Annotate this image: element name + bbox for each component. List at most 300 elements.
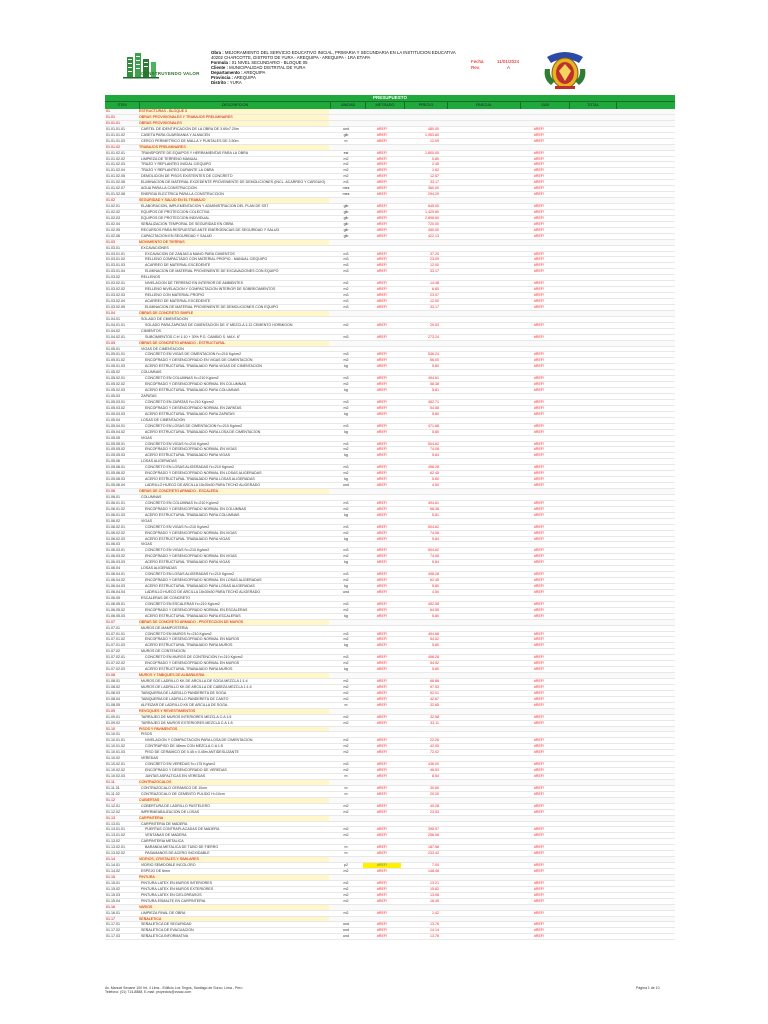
row-price: 256.08 bbox=[428, 833, 439, 838]
row-total bbox=[563, 109, 609, 114]
row-unit: m3 bbox=[343, 180, 349, 185]
cliente-label: Cliente : bbox=[211, 65, 228, 70]
row-unit bbox=[329, 780, 363, 785]
row-subtotal bbox=[515, 816, 563, 821]
row-item: 01.15 bbox=[106, 874, 115, 879]
row-subtotal: #REF! bbox=[533, 192, 545, 197]
row-metrado: #REF! bbox=[376, 257, 388, 262]
row-unit: m2 bbox=[343, 471, 349, 476]
row-unit: m2 bbox=[343, 506, 349, 511]
row-price: 56.00 bbox=[430, 358, 439, 363]
row-price bbox=[401, 709, 443, 714]
row-unit: m3 bbox=[343, 631, 349, 636]
row-item: 01.13.02.02 bbox=[106, 851, 125, 856]
row-unit: m2 bbox=[343, 174, 349, 179]
row-item: 01.10.01.03 bbox=[106, 750, 125, 755]
row-total bbox=[563, 584, 609, 589]
row-total bbox=[563, 341, 609, 346]
cliente-value: MUNICIPALIDAD DISTRITAL DE YURA bbox=[229, 65, 306, 70]
row-item: 01.05.05 bbox=[106, 435, 120, 440]
row-description: PINTURA bbox=[139, 875, 329, 880]
row-item: 01.04.01 bbox=[106, 316, 120, 321]
row-metrado: #REF! bbox=[376, 334, 388, 339]
row-unit: m bbox=[344, 845, 348, 850]
row-total bbox=[563, 632, 609, 637]
row-item: 01.03.01 bbox=[106, 245, 120, 250]
row-total bbox=[563, 442, 609, 447]
row-total bbox=[563, 459, 609, 464]
row-subtotal: #REF! bbox=[533, 423, 545, 428]
row-total bbox=[563, 453, 609, 458]
row-subtotal: #REF! bbox=[533, 702, 545, 707]
row-parcial bbox=[443, 542, 515, 547]
row-metrado: #REF! bbox=[376, 180, 388, 185]
row-price: 14.14 bbox=[430, 928, 439, 933]
row-item: 01.01.02.01 bbox=[106, 150, 125, 155]
row-subtotal: #REF! bbox=[533, 851, 545, 856]
row-total bbox=[563, 727, 609, 732]
row-unit: m2 bbox=[343, 661, 349, 666]
row-parcial bbox=[443, 109, 515, 114]
row-total bbox=[563, 436, 609, 441]
row-metrado: #REF! bbox=[376, 572, 388, 577]
row-unit: m2 bbox=[343, 554, 349, 559]
row-description: SEÑALETICA bbox=[139, 917, 329, 922]
row-price: 5.80 bbox=[432, 477, 439, 482]
row-item: 01.07.02.03 bbox=[106, 667, 125, 672]
row-total bbox=[563, 204, 609, 209]
row-unit: m3 bbox=[343, 524, 349, 529]
row-metrado: #REF! bbox=[376, 441, 388, 446]
row-item: 01.03.02.01 bbox=[106, 281, 125, 286]
row-unit: m2 bbox=[343, 910, 349, 915]
row-item: 01.06.01.02 bbox=[106, 506, 125, 511]
row-price bbox=[401, 317, 443, 322]
row-subtotal bbox=[515, 798, 563, 803]
row-item: 01.01.02.07 bbox=[106, 186, 125, 191]
row-metrado: #REF! bbox=[376, 483, 388, 488]
row-parcial bbox=[443, 554, 515, 559]
row-parcial bbox=[443, 774, 515, 779]
row-unit: glb bbox=[343, 209, 349, 214]
row-parcial bbox=[443, 578, 515, 583]
row-subtotal: #REF! bbox=[533, 465, 545, 470]
row-total bbox=[563, 275, 609, 280]
row-price: 37.20 bbox=[430, 251, 439, 256]
row-metrado: #REF! bbox=[376, 744, 388, 749]
row-description: DEMOLICION DE PISOS EXISTENTES DE CONCRETO bbox=[141, 174, 233, 179]
row-metrado bbox=[363, 370, 401, 375]
row-price: 42.05 bbox=[430, 744, 439, 749]
row-description: RELLENO CON MATERIAL PROPIO bbox=[145, 293, 205, 298]
row-description: ENCOFRADO Y DESENCOFRADO NORMAL EN LOSAS ALIGERADAS bbox=[145, 578, 262, 583]
row-subtotal: #REF! bbox=[533, 399, 545, 404]
row-parcial bbox=[443, 376, 515, 381]
row-total bbox=[563, 210, 609, 215]
row-total bbox=[563, 851, 609, 856]
row-metrado bbox=[363, 347, 401, 352]
row-description: CONCRETO EN MUROS DE CONTENCION f'c=210 Kg/cm2 bbox=[145, 655, 243, 660]
row-parcial bbox=[443, 394, 515, 399]
row-item: 01.05.03.03 bbox=[106, 411, 125, 416]
row-subtotal: #REF! bbox=[533, 643, 545, 648]
row-item: 01.11 bbox=[106, 779, 115, 784]
row-price bbox=[401, 780, 443, 785]
formula-value: 01 NIVEL SECUNDARIO - BLOQUE 05 bbox=[231, 60, 308, 65]
row-metrado: #REF! bbox=[376, 453, 388, 458]
row-subtotal bbox=[515, 875, 563, 880]
row-unit: m2 bbox=[343, 637, 349, 642]
col-descripcion: DESCRIPCION bbox=[140, 102, 331, 109]
row-metrado: #REF! bbox=[376, 679, 388, 683]
row-total bbox=[563, 560, 609, 565]
row-item: 01.09.01 bbox=[106, 714, 120, 719]
row-total bbox=[563, 465, 609, 470]
row-metrado: #REF! bbox=[376, 506, 388, 511]
row-subtotal: #REF! bbox=[533, 293, 545, 298]
row-item: 01.04.01.01 bbox=[106, 322, 125, 327]
row-price: 494.61 bbox=[428, 376, 439, 381]
row-description: TRAZO Y REPLANTEO INICIAL C/EQUIPO bbox=[141, 162, 212, 167]
row-parcial bbox=[443, 275, 515, 280]
row-item: 01.10.02.03 bbox=[106, 774, 125, 778]
row-unit: m bbox=[344, 791, 348, 796]
row-parcial bbox=[443, 157, 515, 162]
row-total bbox=[563, 572, 609, 577]
row-parcial bbox=[443, 661, 515, 666]
row-subtotal bbox=[515, 115, 563, 120]
row-total bbox=[563, 406, 609, 411]
row-parcial bbox=[443, 519, 515, 524]
row-unit bbox=[329, 673, 363, 678]
row-price: 5.80 bbox=[432, 584, 439, 588]
row-item: 01.07.01.01 bbox=[106, 631, 125, 636]
row-description: PUERTAS CONTRAPLACADAS DE MADERA bbox=[145, 827, 220, 832]
row-total bbox=[563, 554, 609, 559]
row-item: 01.03.02.03 bbox=[106, 293, 125, 298]
row-item: 01.01.01.01 bbox=[106, 126, 125, 131]
row-subtotal bbox=[515, 317, 563, 322]
row-metrado bbox=[363, 596, 401, 601]
row-metrado bbox=[363, 145, 401, 150]
row-unit: m3 bbox=[343, 376, 349, 381]
row-description: LIMPIEZA DE TERRENO MANUAL bbox=[141, 156, 198, 161]
row-item: 01.05.06.04 bbox=[106, 483, 125, 488]
row-subtotal: #REF! bbox=[533, 512, 545, 517]
row-price: 4.50 bbox=[432, 589, 439, 594]
row-parcial bbox=[443, 323, 515, 328]
row-item: 01.11.01 bbox=[106, 785, 120, 790]
row-total bbox=[563, 655, 609, 660]
row-unit: und bbox=[343, 483, 349, 488]
row-total bbox=[563, 922, 609, 927]
row-item: 01.03.01.02 bbox=[106, 257, 125, 262]
row-subtotal: #REF! bbox=[533, 126, 545, 131]
row-metrado: #REF! bbox=[376, 768, 388, 773]
row-subtotal: #REF! bbox=[533, 554, 545, 559]
row-metrado: #REF! bbox=[376, 928, 388, 933]
row-price: 32.65 bbox=[430, 702, 439, 707]
row-metrado: #REF! bbox=[376, 221, 388, 226]
row-subtotal: #REF! bbox=[533, 506, 545, 511]
row-unit bbox=[329, 109, 363, 114]
row-item: 01.06.04.02 bbox=[106, 578, 125, 583]
row-unit bbox=[329, 495, 363, 500]
row-description: ENCOFRADO Y DESENCOFRADO NORMAL EN MUROS bbox=[145, 661, 240, 666]
row-subtotal: #REF! bbox=[533, 334, 545, 339]
row-item: 01.06.03 bbox=[106, 542, 120, 547]
row-item: 01.12.02 bbox=[106, 809, 120, 814]
row-parcial bbox=[443, 364, 515, 369]
row-metrado bbox=[363, 732, 401, 737]
row-unit: m2 bbox=[343, 530, 349, 535]
row-parcial bbox=[443, 465, 515, 470]
row-item: 01.01.02.03 bbox=[106, 162, 125, 167]
row-unit: m3 bbox=[343, 257, 349, 262]
row-total bbox=[563, 614, 609, 619]
row-subtotal bbox=[515, 436, 563, 441]
row-description: REVOQUES Y REVESTIMIENTOS bbox=[139, 709, 329, 714]
row-description: EXCAVACIONES bbox=[141, 245, 169, 250]
row-price: 422.13 bbox=[428, 233, 439, 238]
row-subtotal: #REF! bbox=[533, 227, 545, 232]
row-subtotal: #REF! bbox=[533, 530, 545, 535]
row-parcial bbox=[443, 436, 515, 441]
row-total bbox=[563, 430, 609, 435]
row-description: ESPEJO DE 6mm bbox=[141, 869, 171, 873]
row-unit bbox=[329, 709, 363, 714]
row-metrado: #REF! bbox=[376, 156, 388, 161]
row-item: 01.04.02.01 bbox=[106, 334, 125, 339]
row-total bbox=[563, 732, 609, 737]
row-parcial bbox=[443, 162, 515, 167]
row-subtotal bbox=[515, 542, 563, 547]
row-metrado bbox=[363, 566, 401, 571]
row-description: OBRAS PROVISIONALES bbox=[139, 121, 329, 126]
row-description: TABIQUERIA DE LADRILLO PANDERETA DE SOGA bbox=[141, 690, 227, 695]
municipal-seal-icon bbox=[541, 49, 589, 91]
row-parcial bbox=[443, 792, 515, 797]
row-metrado: #REF! bbox=[376, 809, 388, 814]
row-item: 01.17.02 bbox=[106, 928, 120, 933]
row-subtotal: #REF! bbox=[533, 269, 545, 274]
row-metrado: #REF! bbox=[376, 643, 388, 648]
row-subtotal: #REF! bbox=[533, 845, 545, 850]
row-metrado bbox=[363, 317, 401, 322]
row-item: 01.06.05 bbox=[106, 595, 120, 600]
row-parcial bbox=[443, 596, 515, 601]
row-total bbox=[563, 222, 609, 227]
footer-address: Av. Manuel Seoane 100 Int. 4 Lima - Edificio Los Tingos, Santiago de Surco, Lima - Peru bbox=[105, 986, 243, 990]
row-subtotal: #REF! bbox=[533, 863, 545, 868]
footer bbox=[105, 986, 242, 994]
row-unit: kg bbox=[344, 536, 348, 541]
rev-value: A bbox=[507, 65, 511, 70]
row-parcial bbox=[443, 406, 515, 411]
row-parcial bbox=[443, 115, 515, 120]
row-description: ACERO ESTRUCTURAL TRABAJADO PARA ZAPATAS bbox=[145, 411, 235, 416]
row-price: 2,898.60 bbox=[425, 215, 439, 220]
row-unit bbox=[329, 121, 363, 126]
row-price bbox=[401, 816, 443, 821]
row-unit bbox=[329, 436, 363, 441]
row-description: MOVIMIENTO DE TIERRAS bbox=[139, 240, 329, 245]
row-description: ENCOFRADO Y DESENCOFRADO NORMAL EN VIGAS bbox=[145, 447, 237, 452]
row-description: CONCRETO EN LOSAS ALIGERADAS f'c=210 Kg/cm2 bbox=[145, 572, 234, 577]
row-total bbox=[563, 816, 609, 821]
row-subtotal: #REF! bbox=[533, 132, 545, 137]
row-parcial bbox=[443, 905, 515, 910]
row-parcial bbox=[443, 180, 515, 185]
row-price: 498.28 bbox=[428, 465, 439, 470]
row-item: 01.16.01 bbox=[106, 910, 120, 915]
row-subtotal: #REF! bbox=[533, 162, 545, 167]
row-subtotal: #REF! bbox=[533, 631, 545, 636]
row-metrado: #REF! bbox=[376, 287, 388, 292]
row-item: 01.05.03.01 bbox=[106, 399, 125, 404]
row-item: 01.10.01.01 bbox=[106, 738, 125, 743]
row-subtotal bbox=[515, 394, 563, 399]
row-unit: m2 bbox=[343, 156, 349, 161]
row-price: 54.58 bbox=[430, 405, 439, 410]
row-metrado: #REF! bbox=[376, 655, 388, 660]
row-subtotal: #REF! bbox=[533, 898, 545, 903]
row-subtotal bbox=[515, 566, 563, 571]
row-unit: m bbox=[344, 851, 348, 856]
row-item: 01.13.01.01 bbox=[106, 827, 125, 832]
row-parcial bbox=[443, 602, 515, 607]
row-parcial bbox=[443, 649, 515, 654]
row-unit: m bbox=[344, 785, 348, 790]
row-metrado: #REF! bbox=[376, 833, 388, 838]
row-parcial bbox=[443, 358, 515, 363]
row-subtotal: #REF! bbox=[533, 441, 545, 446]
row-metrado: #REF! bbox=[376, 465, 388, 470]
row-metrado: #REF! bbox=[376, 322, 388, 327]
row-description: VIGAS DE CIMENTACION bbox=[141, 346, 184, 351]
row-unit: m2 bbox=[343, 607, 349, 612]
row-unit: m2 bbox=[343, 714, 349, 719]
row-price: 12.57 bbox=[430, 174, 439, 179]
row-price bbox=[401, 839, 443, 844]
row-parcial bbox=[443, 204, 515, 209]
row-parcial bbox=[443, 400, 515, 405]
row-parcial bbox=[443, 299, 515, 304]
row-metrado bbox=[363, 246, 401, 251]
row-total bbox=[563, 762, 609, 767]
row-subtotal bbox=[515, 311, 563, 316]
row-unit: und bbox=[343, 934, 349, 939]
row-unit: m3 bbox=[343, 399, 349, 404]
row-description: PINTURA LATEX EN MUROS EXTERIORES bbox=[141, 886, 214, 891]
row-subtotal bbox=[515, 145, 563, 150]
row-description: VARIOS bbox=[139, 905, 329, 910]
page-number: Página 1 de 10 bbox=[636, 986, 660, 990]
row-parcial bbox=[443, 222, 515, 227]
row-price bbox=[401, 620, 443, 625]
company-name: CONSTRUYENDO VALOR bbox=[141, 71, 200, 76]
row-unit: m2 bbox=[343, 768, 349, 773]
row-unit: m2 bbox=[343, 833, 349, 838]
row-price: 471.68 bbox=[428, 423, 439, 428]
row-item: 01.10.02.02 bbox=[106, 768, 125, 773]
row-metrado: #REF! bbox=[376, 524, 388, 529]
row-price: 536.24 bbox=[428, 352, 439, 357]
row-total bbox=[563, 382, 609, 387]
row-metrado: #REF! bbox=[376, 192, 388, 197]
row-metrado bbox=[363, 275, 401, 280]
row-total bbox=[563, 347, 609, 352]
row-metrado bbox=[363, 857, 401, 862]
row-subtotal bbox=[515, 620, 563, 625]
row-metrado: #REF! bbox=[376, 352, 388, 357]
row-subtotal: #REF! bbox=[533, 304, 545, 309]
row-unit: m2 bbox=[343, 358, 349, 363]
row-subtotal: #REF! bbox=[533, 560, 545, 565]
col-parcial: PARCIAL bbox=[448, 102, 521, 109]
row-item: 01.03.02.04 bbox=[106, 299, 125, 303]
row-total bbox=[563, 228, 609, 233]
row-metrado bbox=[363, 121, 401, 126]
row-total bbox=[563, 667, 609, 672]
row-description: EXCAVACION DE ZANJAS A MANO PARA CIMIENTOS bbox=[145, 251, 235, 256]
row-item: 01.01.01.03 bbox=[106, 138, 125, 143]
row-total bbox=[563, 287, 609, 292]
row-subtotal: #REF! bbox=[533, 684, 545, 689]
row-subtotal: #REF! bbox=[533, 453, 545, 458]
row-total bbox=[563, 151, 609, 156]
row-metrado: #REF! bbox=[376, 399, 388, 404]
row-total bbox=[563, 893, 609, 898]
row-unit: mes bbox=[342, 186, 350, 191]
row-description: ALFEIZAR DE LADRILLO KK DE ARCILLA DE SOGA bbox=[141, 702, 228, 707]
row-subtotal bbox=[515, 756, 563, 761]
row-total bbox=[563, 121, 609, 126]
row-item: 01.01.02.06 bbox=[106, 180, 125, 185]
row-description: PINTURA ESMALTE EN CARPINTERIA bbox=[141, 898, 206, 903]
row-description: ACERO ESTRUCTURAL TRABAJADO PARA VIGAS bbox=[145, 453, 231, 458]
row-price: 64.55 bbox=[430, 607, 439, 612]
row-price bbox=[401, 121, 443, 126]
row-unit: glb bbox=[343, 132, 349, 137]
row-unit: m bbox=[344, 138, 348, 143]
row-total bbox=[563, 483, 609, 488]
row-price bbox=[401, 275, 443, 280]
row-parcial bbox=[443, 833, 515, 838]
row-total bbox=[563, 168, 609, 173]
row-total bbox=[563, 637, 609, 642]
row-price: 480.00 bbox=[428, 126, 439, 131]
row-metrado bbox=[363, 727, 401, 732]
row-unit bbox=[329, 620, 363, 625]
row-metrado bbox=[363, 495, 401, 500]
row-item: 01.02.04 bbox=[106, 221, 120, 226]
row-metrado bbox=[363, 418, 401, 423]
row-item: 01.07.02 bbox=[106, 649, 120, 654]
row-total bbox=[563, 525, 609, 530]
row-item: 01.17.03 bbox=[106, 934, 120, 939]
row-price bbox=[401, 626, 443, 631]
row-parcial bbox=[443, 228, 515, 233]
row-metrado bbox=[363, 875, 401, 880]
row-total bbox=[563, 857, 609, 862]
row-subtotal: #REF! bbox=[533, 578, 545, 583]
row-description: VIDRIOS, CRISTALES Y SIMILARES bbox=[139, 857, 329, 862]
row-parcial bbox=[443, 721, 515, 726]
row-item: 01.06.04.04 bbox=[106, 589, 125, 594]
row-item: 01.17.01 bbox=[106, 922, 120, 927]
row-metrado: #REF! bbox=[376, 304, 388, 309]
